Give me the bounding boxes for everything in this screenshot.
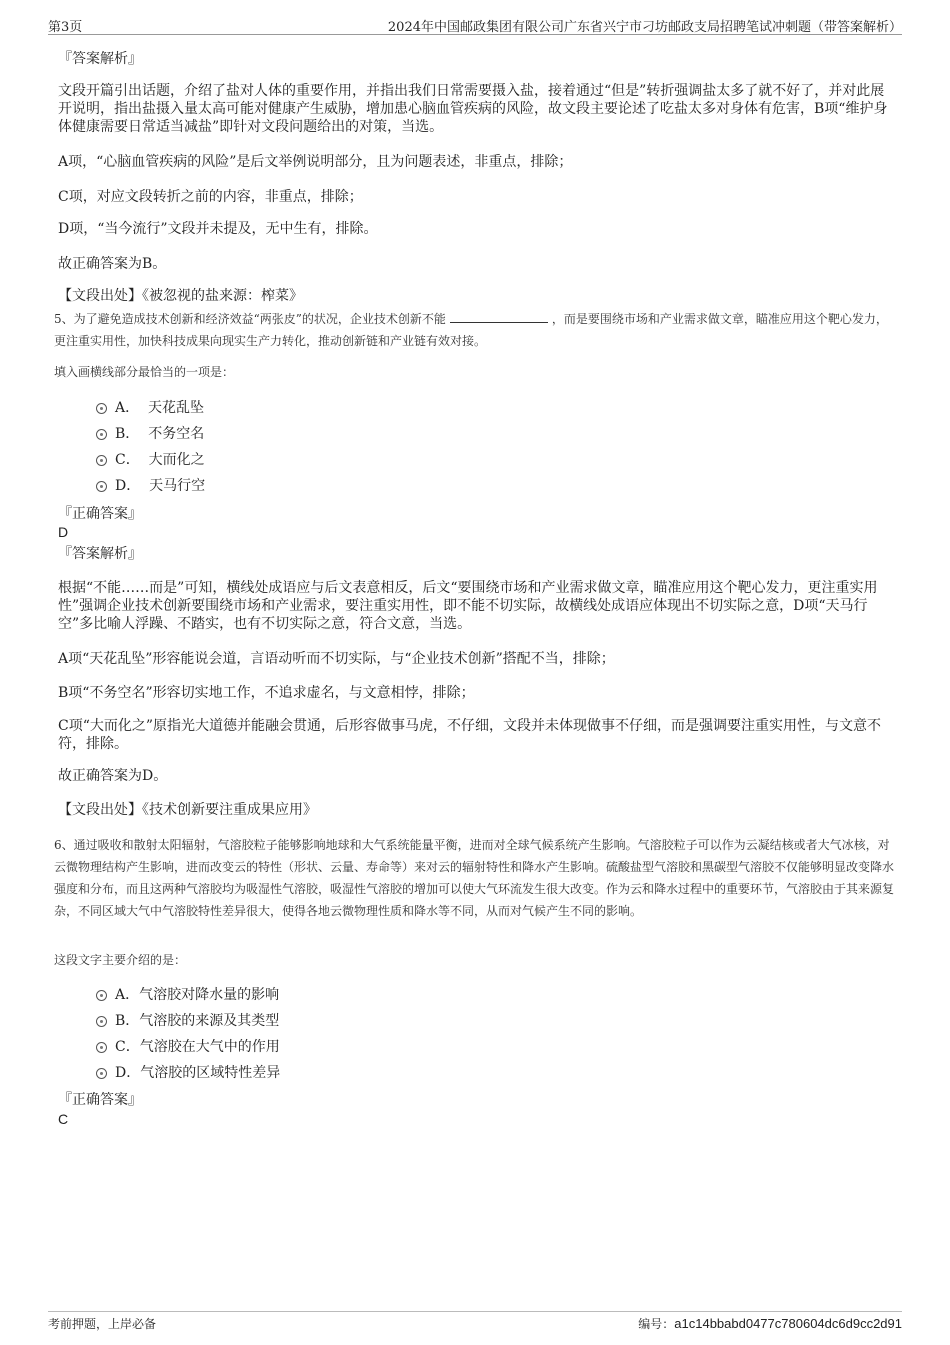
option-text: 天花乱坠: [148, 400, 205, 416]
q5-stem-before: 5、为了避免造成技术创新和经济效益“两张皮”的状况，企业技术创新不能: [54, 312, 446, 326]
q6-option-d[interactable]: [96, 1064, 280, 1082]
q5-option-c[interactable]: [96, 451, 205, 469]
option-letter: B．: [115, 426, 140, 442]
radio-icon[interactable]: [96, 1042, 107, 1053]
q4-analysis-label: 『答案解析』: [58, 51, 142, 67]
code-label: 编号：: [638, 1317, 675, 1331]
q5-option-d[interactable]: [96, 477, 205, 495]
option-text: 气溶胶的来源及其类型: [139, 1013, 280, 1029]
q6-answer: C: [58, 1111, 69, 1127]
q5-stem: [54, 308, 899, 352]
option-letter: A．: [115, 987, 140, 1003]
q5-analysis-label: 『答案解析』: [58, 546, 142, 562]
option-text: 大而化之: [148, 452, 205, 468]
q5-blank: [450, 310, 548, 323]
page-header: [48, 16, 902, 35]
option-letter: B．: [115, 1013, 140, 1029]
document-title: 2024年中国邮政集团有限公司广东省兴宁市刁坊邮政支局招聘笔试冲刺题（带答案解析）: [387, 20, 902, 35]
option-letter: D．: [115, 478, 141, 494]
q6-answer-label: 『正确答案』: [58, 1092, 142, 1108]
q6-stem: 6、通过吸收和散射太阳辐射，气溶胶粒子能够影响地球和大气系统能量平衡，进而对全球气候系统产生影响。气溶胶粒子可以作为云凝结核或者大气冰核，对云微物理结构产生影响，进而改变云的特性（形状、云量、寿命等）来对云的辐射特性和降水产生影响。硫酸盐型气溶胶和黑碳型气溶胶不仅能够明显改变降水强度和分布，而且这两种气溶胶均为吸湿性气溶胶，吸湿性气溶胶的增加可以使大气环流发生很大改变。作为云和降水过程中的重要环节，气溶胶由于其来源复杂，不同区域大气中气溶胶特性差异很大，使得各地云微物理性质和降水等不同，从而对气候产生不同的影响。: [54, 838, 895, 918]
option-text: 气溶胶的区域特性差异: [140, 1065, 281, 1081]
q6-option-c[interactable]: [96, 1038, 280, 1056]
q5-prompt: 填入画横线部分最恰当的一项是：: [54, 365, 235, 379]
option-letter: D．: [115, 1065, 141, 1081]
radio-icon[interactable]: [96, 990, 107, 1001]
q5-answer-label: 『正确答案』: [58, 506, 142, 522]
q4-conclusion: 故正确答案为B。: [58, 256, 167, 272]
q5-stem-after: ，而是要围绕市场和产业需求做文章，瞄准应用这个靶心发力，更注重实用性，加快科技成果向现实生产力转化，推动创新链和产业链有效对接。: [54, 312, 888, 348]
q6-prompt: 这段文字主要介绍的是：: [54, 953, 187, 967]
q4-option-c-analysis: C项，对应文段转折之前的内容，非重点，排除；: [58, 189, 363, 205]
document-code: [638, 1315, 902, 1332]
q5-answer: D: [58, 524, 69, 540]
radio-icon[interactable]: [96, 1016, 107, 1027]
q5-option-b-analysis: B项“不务空名”形容切实地工作，不追求虚名，与文意相悖，排除；: [58, 685, 475, 701]
q5-analysis-paragraph: 根据“不能……而是”可知，横线处成语应与后文表意相反，后文“要围绕市场和产业需求做文章，瞄准应用这个靶心发力，更注重实用性”强调企业技术创新要围绕市场和产业需求，要注重实用性，即不能不切实际，故横线处成语应体现出不切实际之意，D项“天马行空”多比喻人浮躁、不踏实，也有不切实际之意，符合文意，当选。: [58, 580, 878, 632]
radio-icon[interactable]: [96, 1068, 107, 1079]
q5-option-a-analysis: A项“天花乱坠”形容能说会道，言语动听而不切实际，与“企业技术创新”搭配不当，排除；: [58, 651, 615, 667]
q5-option-c-analysis: C项“大而化之”原指光大道德并能融会贯通，后形容做事马虎，不仔细，文段并未体现做事不仔细，而是强调要注重实用性，与文意不符，排除。: [58, 718, 882, 752]
q5-option-a[interactable]: [96, 399, 204, 417]
option-text: 气溶胶在大气中的作用: [139, 1039, 280, 1055]
option-letter: A．: [115, 400, 140, 416]
option-letter: C．: [115, 452, 140, 468]
q5-conclusion: 故正确答案为D。: [58, 768, 168, 784]
q6-option-a[interactable]: [96, 986, 279, 1004]
page-footer: [48, 1311, 902, 1334]
q6-option-b[interactable]: [96, 1012, 279, 1030]
option-text: 气溶胶对降水量的影响: [139, 987, 280, 1003]
page-number: 第3页: [48, 20, 83, 35]
option-text: 不务空名: [148, 426, 205, 442]
option-text: 天马行空: [149, 478, 206, 494]
q5-option-b[interactable]: [96, 425, 204, 443]
code-value: a1c14bbabd0477c780604dc6d9cc2d91: [674, 1316, 902, 1331]
radio-icon[interactable]: [96, 455, 107, 466]
q4-analysis-paragraph: 文段开篇引出话题，介绍了盐对人体的重要作用，并指出我们日常需要摄入盐，接着通过“但是”转折强调盐太多了就不好了，并对此展开说明，指出盐摄入量太高可能对健康产生威胁，增加患心脑血管疾病的风险，故文段主要论述了吃盐太多对身体有危害，B项“维护身体健康需要日常适当减盐”即针对文段问题给出的对策，当选。: [58, 83, 888, 135]
q4-source: 【文段出处】《被忽视的盐来源：榨菜》: [58, 288, 303, 304]
option-letter: C．: [115, 1039, 140, 1055]
radio-icon[interactable]: [96, 403, 107, 414]
q5-source: 【文段出处】《技术创新要注重成果应用》: [58, 802, 317, 818]
radio-icon[interactable]: [96, 481, 107, 492]
q4-option-d-analysis: D项，“当今流行”文段并未提及，无中生有，排除。: [58, 221, 378, 237]
footer-slogan: 考前押题，上岸必备: [48, 1317, 157, 1331]
q4-option-a-analysis: A项，“心脑血管疾病的风险”是后文举例说明部分，且为问题表述，非重点，排除；: [58, 154, 573, 170]
radio-icon[interactable]: [96, 429, 107, 440]
